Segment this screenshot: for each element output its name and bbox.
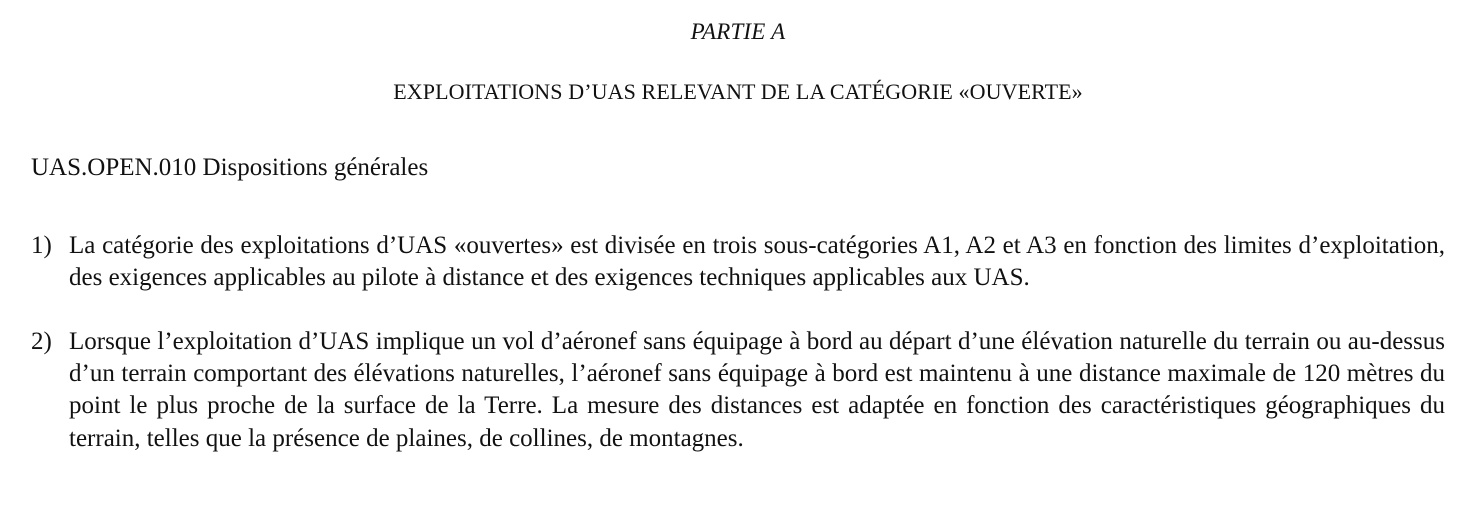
list-item-number: 2): [31, 328, 52, 355]
list-item-text: La catégorie des exploitations d’UAS «ouvertes» est divisée en trois sous-catégories A1, A2 et A3 en fonction des limites d’exploitation, des exigences applicables au pilote à distance et des exigences techniques applicables aux UAS.: [69, 232, 1445, 292]
section-heading: UAS.OPEN.010 Dispositions générales: [31, 154, 429, 181]
list-item: [31, 230, 1445, 294]
list-item-number: 1): [31, 232, 52, 259]
list-item: [31, 326, 1445, 455]
part-label: PARTIE A: [690, 19, 786, 44]
list-item-text: Lorsque l’exploitation d’UAS implique un vol d’aéronef sans équipage à bord au départ d’une élévation naturelle du terrain ou au-dessus d’un terrain comportant des élévations naturelles, l’aéronef sans équipage à bord est maintenu à une distance maximale de 120 mètres du point le plus proche de la surface de la Terre. La mesure des distances est adaptée en fonction des caractéristiques géographiques du terrain, telles que la présence de plaines, de collines, de montagnes.: [69, 328, 1445, 452]
part-title: EXPLOITATIONS D’UAS RELEVANT DE LA CATÉGORIE «OUVERTE»: [393, 79, 1083, 104]
